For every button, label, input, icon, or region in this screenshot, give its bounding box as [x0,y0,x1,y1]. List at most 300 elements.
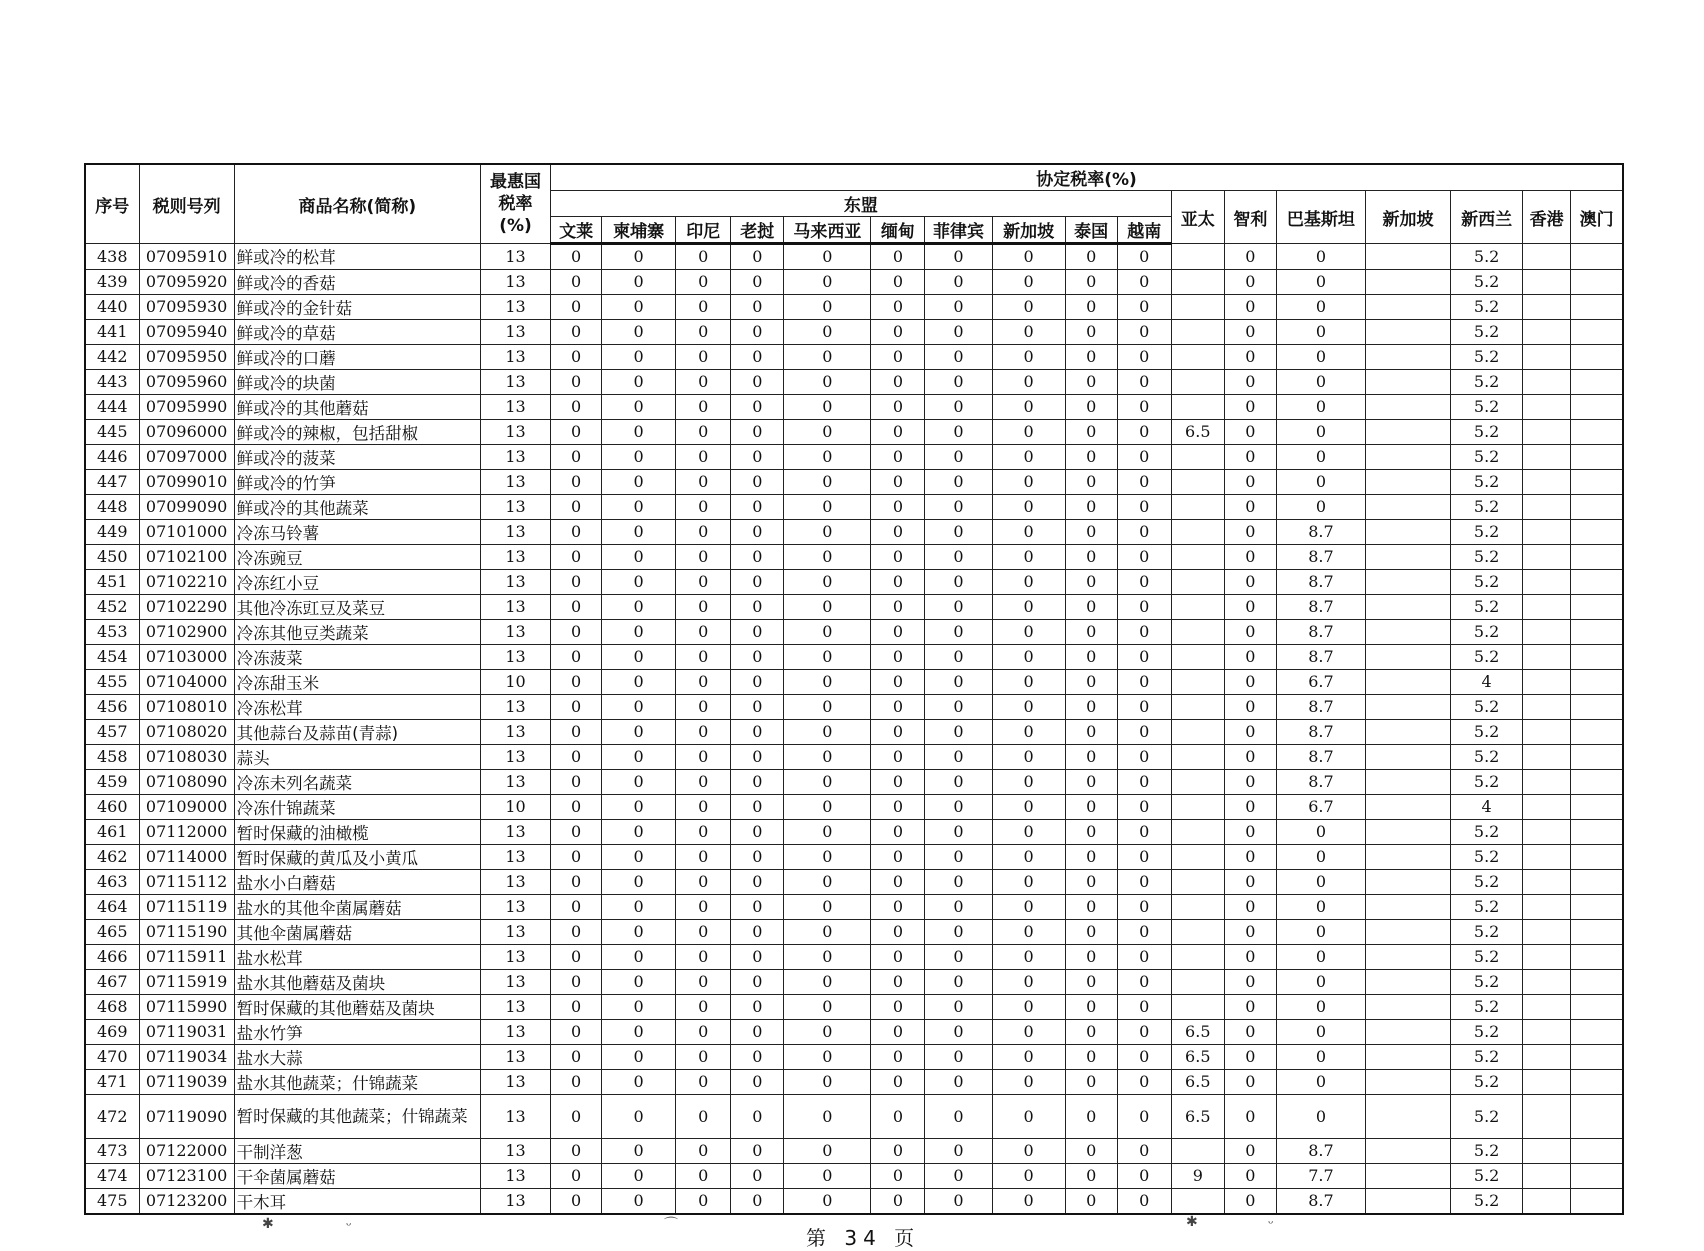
cell-hongkong [1523,994,1571,1019]
cell-asean-rate: 0 [784,519,871,544]
cell-chile: 0 [1224,944,1276,969]
cell-singapore [1365,344,1450,369]
cell-newzealand: 5.2 [1451,1019,1523,1044]
cell-hongkong [1523,544,1571,569]
cell-asean-rate: 0 [551,944,602,969]
cell-asean-rate: 0 [731,794,784,819]
cell-hongkong [1523,244,1571,270]
cell-asean-rate: 0 [992,894,1065,919]
cell-asean-rate: 0 [676,544,731,569]
cell-asean-rate: 0 [871,319,925,344]
cell-asean-rate: 0 [992,619,1065,644]
cell-asean-rate: 0 [871,894,925,919]
cell-hongkong [1523,794,1571,819]
cell-asean-rate: 0 [676,869,731,894]
cell-asean-rate: 0 [992,819,1065,844]
cell-hongkong [1523,944,1571,969]
cell-asean-rate: 0 [784,469,871,494]
cell-asean-rate: 0 [992,319,1065,344]
cell-code: 07122000 [139,1138,234,1163]
cell-hongkong [1523,819,1571,844]
cell-name: 蒜头 [234,744,480,769]
cell-name: 暂时保藏的其他蔬菜；什锦蔬菜 [234,1094,480,1138]
cell-asean-rate: 0 [1065,569,1117,594]
cell-mfn: 13 [480,269,550,294]
col-chile: 智利 [1224,191,1276,244]
cell-asean-rate: 0 [1065,269,1117,294]
table-row [85,769,1623,794]
cell-asean-rate: 0 [676,644,731,669]
table-row [85,1163,1623,1188]
cell-apta [1171,819,1224,844]
cell-pakistan: 8.7 [1276,769,1365,794]
cell-singapore [1365,1138,1450,1163]
cell-code: 07102100 [139,544,234,569]
cell-asean-rate: 0 [871,369,925,394]
cell-asean-rate: 0 [784,719,871,744]
cell-asean-rate: 0 [1117,419,1171,444]
cell-asean-rate: 0 [871,244,925,270]
cell-asean-rate: 0 [992,544,1065,569]
cell-hongkong [1523,719,1571,744]
cell-hongkong [1523,1044,1571,1069]
cell-asean-rate: 0 [551,269,602,294]
cell-asean-rate: 0 [992,594,1065,619]
cell-code: 07108010 [139,694,234,719]
cell-code: 07115190 [139,919,234,944]
cell-apta: 6.5 [1171,1069,1224,1094]
cell-seq: 447 [85,469,139,494]
cell-asean-rate: 0 [925,994,992,1019]
cell-asean-rate: 0 [992,1138,1065,1163]
cell-seq: 454 [85,644,139,669]
cell-apta: 9 [1171,1163,1224,1188]
col-name: 商品名称(简称) [234,164,480,244]
table-row [85,1069,1623,1094]
cell-asean-rate: 0 [676,694,731,719]
cell-macau [1571,919,1623,944]
col-asean-member: 缅甸 [871,217,925,244]
cell-asean-rate: 0 [1065,694,1117,719]
cell-mfn: 13 [480,744,550,769]
cell-newzealand: 4 [1451,794,1523,819]
cell-asean-rate: 0 [602,844,676,869]
cell-asean-rate: 0 [992,244,1065,270]
cell-apta [1171,269,1224,294]
cell-asean-rate: 0 [1065,244,1117,270]
cell-asean-rate: 0 [602,269,676,294]
cell-newzealand: 5.2 [1451,519,1523,544]
cell-macau [1571,844,1623,869]
cell-asean-rate: 0 [676,419,731,444]
cell-asean-rate: 0 [871,344,925,369]
cell-name: 鲜或冷的松茸 [234,244,480,270]
cell-asean-rate: 0 [784,869,871,894]
cell-mfn: 10 [480,669,550,694]
cell-asean-rate: 0 [1117,944,1171,969]
cell-macau [1571,244,1623,270]
cell-asean-rate: 0 [871,644,925,669]
cell-newzealand: 5.2 [1451,1163,1523,1188]
cell-newzealand: 5.2 [1451,644,1523,669]
cell-name: 干制洋葱 [234,1138,480,1163]
cell-seq: 453 [85,619,139,644]
cell-chile: 0 [1224,1163,1276,1188]
cell-asean-rate: 0 [925,794,992,819]
cell-seq: 469 [85,1019,139,1044]
cell-asean-rate: 0 [992,1069,1065,1094]
cell-hongkong [1523,869,1571,894]
cell-newzealand: 5.2 [1451,944,1523,969]
cell-asean-rate: 0 [1117,994,1171,1019]
table-row [85,994,1623,1019]
cell-hongkong [1523,969,1571,994]
cell-asean-rate: 0 [1065,844,1117,869]
cell-asean-rate: 0 [1065,794,1117,819]
cell-asean-rate: 0 [551,894,602,919]
cell-asean-rate: 0 [602,419,676,444]
cell-asean-rate: 0 [676,269,731,294]
cell-mfn: 13 [480,819,550,844]
cell-singapore [1365,894,1450,919]
cell-apta [1171,544,1224,569]
cell-asean-rate: 0 [731,294,784,319]
cell-newzealand: 5.2 [1451,769,1523,794]
cell-asean-rate: 0 [925,1094,992,1138]
cell-asean-rate: 0 [992,694,1065,719]
cell-singapore [1365,994,1450,1019]
cell-seq: 474 [85,1163,139,1188]
cell-singapore [1365,1019,1450,1044]
cell-asean-rate: 0 [871,394,925,419]
cell-seq: 472 [85,1094,139,1138]
cell-name: 暂时保藏的其他蘑菇及菌块 [234,994,480,1019]
cell-name: 鲜或冷的草菇 [234,319,480,344]
cell-asean-rate: 0 [731,644,784,669]
cell-asean-rate: 0 [1117,694,1171,719]
cell-chile: 0 [1224,519,1276,544]
cell-macau [1571,294,1623,319]
cell-asean-rate: 0 [784,1188,871,1214]
cell-asean-rate: 0 [731,469,784,494]
cell-mfn: 13 [480,844,550,869]
cell-name: 冷冻菠菜 [234,644,480,669]
cell-mfn: 13 [480,594,550,619]
cell-asean-rate: 0 [731,1019,784,1044]
cell-asean-rate: 0 [992,1094,1065,1138]
cell-asean-rate: 0 [551,619,602,644]
cell-asean-rate: 0 [731,569,784,594]
cell-asean-rate: 0 [602,1188,676,1214]
table-body [85,244,1623,1214]
cell-asean-rate: 0 [1065,769,1117,794]
cell-seq: 465 [85,919,139,944]
cell-chile: 0 [1224,344,1276,369]
cell-chile: 0 [1224,469,1276,494]
cell-mfn: 13 [480,919,550,944]
col-code: 税则号列 [139,164,234,244]
cell-macau [1571,644,1623,669]
cell-seq: 470 [85,1044,139,1069]
cell-singapore [1365,1069,1450,1094]
cell-pakistan: 0 [1276,319,1365,344]
cell-seq: 441 [85,319,139,344]
cell-asean-rate: 0 [992,719,1065,744]
cell-asean-rate: 0 [992,269,1065,294]
cell-macau [1571,1044,1623,1069]
cell-chile: 0 [1224,1138,1276,1163]
cell-mfn: 13 [480,944,550,969]
cell-asean-rate: 0 [602,494,676,519]
cell-code: 07102210 [139,569,234,594]
cell-newzealand: 5.2 [1451,919,1523,944]
cell-asean-rate: 0 [1117,794,1171,819]
col-asean-member: 越南 [1117,217,1171,244]
cell-asean-rate: 0 [1065,344,1117,369]
cell-asean-rate: 0 [731,744,784,769]
cell-pakistan: 8.7 [1276,1138,1365,1163]
cell-name: 盐水的其他伞菌属蘑菇 [234,894,480,919]
cell-macau [1571,744,1623,769]
cell-mfn: 13 [480,319,550,344]
cell-asean-rate: 0 [1065,744,1117,769]
cell-chile: 0 [1224,1044,1276,1069]
cell-asean-rate: 0 [925,594,992,619]
cell-asean-rate: 0 [602,669,676,694]
cell-pakistan: 0 [1276,1044,1365,1069]
cell-apta [1171,394,1224,419]
cell-asean-rate: 0 [551,369,602,394]
cell-asean-rate: 0 [871,769,925,794]
cell-asean-rate: 0 [871,794,925,819]
cell-asean-rate: 0 [1065,619,1117,644]
cell-newzealand: 5.2 [1451,269,1523,294]
cell-asean-rate: 0 [602,394,676,419]
cell-chile: 0 [1224,1188,1276,1214]
table-row [85,719,1623,744]
cell-macau [1571,1094,1623,1138]
cell-seq: 442 [85,344,139,369]
cell-pakistan: 0 [1276,269,1365,294]
cell-asean-rate: 0 [784,269,871,294]
cell-macau [1571,669,1623,694]
cell-asean-rate: 0 [731,1138,784,1163]
cell-asean-rate: 0 [1117,719,1171,744]
cell-asean-rate: 0 [784,844,871,869]
cell-asean-rate: 0 [1117,844,1171,869]
cell-name: 其他冷冻豇豆及菜豆 [234,594,480,619]
cell-newzealand: 5.2 [1451,244,1523,270]
cell-asean-rate: 0 [1065,1163,1117,1188]
cell-macau [1571,494,1623,519]
cell-asean-rate: 0 [1117,1094,1171,1138]
cell-seq: 475 [85,1188,139,1214]
cell-asean-rate: 0 [871,669,925,694]
cell-newzealand: 5.2 [1451,344,1523,369]
cell-asean-rate: 0 [784,1094,871,1138]
cell-asean-rate: 0 [784,294,871,319]
cell-asean-rate: 0 [1117,1138,1171,1163]
cell-pakistan: 8.7 [1276,594,1365,619]
cell-singapore [1365,294,1450,319]
cell-mfn: 13 [480,344,550,369]
cell-hongkong [1523,569,1571,594]
cell-asean-rate: 0 [1117,444,1171,469]
cell-hongkong [1523,319,1571,344]
cell-chile: 0 [1224,869,1276,894]
cell-asean-rate: 0 [602,969,676,994]
cell-asean-rate: 0 [676,294,731,319]
cell-asean-rate: 0 [602,744,676,769]
cell-asean-rate: 0 [551,769,602,794]
cell-newzealand: 4 [1451,669,1523,694]
table-row [85,894,1623,919]
table-row [85,744,1623,769]
col-mfn-line1: 最惠国 [490,172,541,192]
cell-macau [1571,1163,1623,1188]
cell-seq: 467 [85,969,139,994]
cell-name: 其他伞菌属蘑菇 [234,919,480,944]
cell-pakistan: 7.7 [1276,1163,1365,1188]
cell-asean-rate: 0 [731,919,784,944]
cell-pakistan: 0 [1276,944,1365,969]
cell-mfn: 13 [480,569,550,594]
cell-chile: 0 [1224,819,1276,844]
cell-code: 07108020 [139,719,234,744]
cell-macau [1571,1069,1623,1094]
cell-mfn: 13 [480,494,550,519]
cell-asean-rate: 0 [784,394,871,419]
cell-asean-rate: 0 [1117,1163,1171,1188]
cell-asean-rate: 0 [676,894,731,919]
cell-code: 07101000 [139,519,234,544]
cell-asean-rate: 0 [676,1094,731,1138]
cell-asean-rate: 0 [992,369,1065,394]
cell-asean-rate: 0 [731,844,784,869]
cell-apta [1171,344,1224,369]
cell-asean-rate: 0 [992,769,1065,794]
cell-asean-rate: 0 [871,1094,925,1138]
cell-asean-rate: 0 [992,1044,1065,1069]
cell-hongkong [1523,1019,1571,1044]
cell-asean-rate: 0 [992,869,1065,894]
cell-asean-rate: 0 [1065,1069,1117,1094]
cell-code: 07115911 [139,944,234,969]
cell-asean-rate: 0 [676,369,731,394]
cell-singapore [1365,794,1450,819]
cell-name: 其他蒜台及蒜苗(青蒜) [234,719,480,744]
cell-name: 盐水竹笋 [234,1019,480,1044]
cell-singapore [1365,244,1450,270]
col-asean-member: 文莱 [551,217,602,244]
cell-name: 盐水其他蔬菜；什锦蔬菜 [234,1069,480,1094]
cell-asean-rate: 0 [551,444,602,469]
cell-asean-rate: 0 [871,1069,925,1094]
cell-newzealand: 5.2 [1451,1069,1523,1094]
cell-asean-rate: 0 [1065,1138,1117,1163]
cell-asean-rate: 0 [1065,544,1117,569]
cell-hongkong [1523,594,1571,619]
table-row [85,1044,1623,1069]
cell-code: 07115919 [139,969,234,994]
scan-speck: ✱ [1186,1214,1198,1230]
cell-asean-rate: 0 [1065,394,1117,419]
cell-seq: 451 [85,569,139,594]
cell-singapore [1365,394,1450,419]
cell-asean-rate: 0 [784,494,871,519]
cell-apta [1171,594,1224,619]
cell-apta [1171,794,1224,819]
scan-speck: ✱ [262,1216,274,1232]
cell-asean-rate: 0 [784,1069,871,1094]
cell-asean-rate: 0 [925,1044,992,1069]
cell-asean-rate: 0 [784,1019,871,1044]
cell-chile: 0 [1224,369,1276,394]
cell-asean-rate: 0 [871,844,925,869]
cell-asean-rate: 0 [871,269,925,294]
cell-hongkong [1523,1069,1571,1094]
cell-apta [1171,769,1224,794]
col-asean-member: 马来西亚 [784,217,871,244]
cell-asean-rate: 0 [676,619,731,644]
cell-chile: 0 [1224,994,1276,1019]
cell-macau [1571,444,1623,469]
cell-chile: 0 [1224,844,1276,869]
cell-code: 07123200 [139,1188,234,1214]
table-row [85,394,1623,419]
cell-mfn: 13 [480,419,550,444]
cell-seq: 461 [85,819,139,844]
col-pakistan: 巴基斯坦 [1276,191,1365,244]
cell-asean-rate: 0 [784,369,871,394]
table-row [85,1188,1623,1214]
cell-hongkong [1523,394,1571,419]
cell-asean-rate: 0 [551,794,602,819]
cell-asean-rate: 0 [871,444,925,469]
cell-asean-rate: 0 [731,619,784,644]
cell-mfn: 13 [480,1069,550,1094]
cell-name: 鲜或冷的其他蘑菇 [234,394,480,419]
scan-speck: ᵕ [1268,1216,1274,1232]
cell-asean-rate: 0 [1117,1188,1171,1214]
cell-mfn: 13 [480,244,550,270]
cell-asean-rate: 0 [602,769,676,794]
cell-asean-rate: 0 [676,719,731,744]
cell-pakistan: 0 [1276,369,1365,394]
cell-asean-rate: 0 [676,569,731,594]
cell-asean-rate: 0 [1065,369,1117,394]
cell-asean-rate: 0 [1117,669,1171,694]
cell-asean-rate: 0 [731,519,784,544]
cell-asean-rate: 0 [871,694,925,719]
cell-asean-rate: 0 [1117,1069,1171,1094]
cell-seq: 438 [85,244,139,270]
cell-asean-rate: 0 [1117,519,1171,544]
cell-asean-rate: 0 [992,469,1065,494]
cell-asean-rate: 0 [1117,544,1171,569]
cell-newzealand: 5.2 [1451,819,1523,844]
cell-apta [1171,994,1224,1019]
cell-asean-rate: 0 [871,819,925,844]
cell-singapore [1365,919,1450,944]
cell-macau [1571,394,1623,419]
cell-code: 07119039 [139,1069,234,1094]
cell-asean-rate: 0 [676,594,731,619]
cell-pakistan: 8.7 [1276,569,1365,594]
page-number: 第 34 页 [806,1226,921,1250]
cell-asean-rate: 0 [871,994,925,1019]
cell-macau [1571,344,1623,369]
